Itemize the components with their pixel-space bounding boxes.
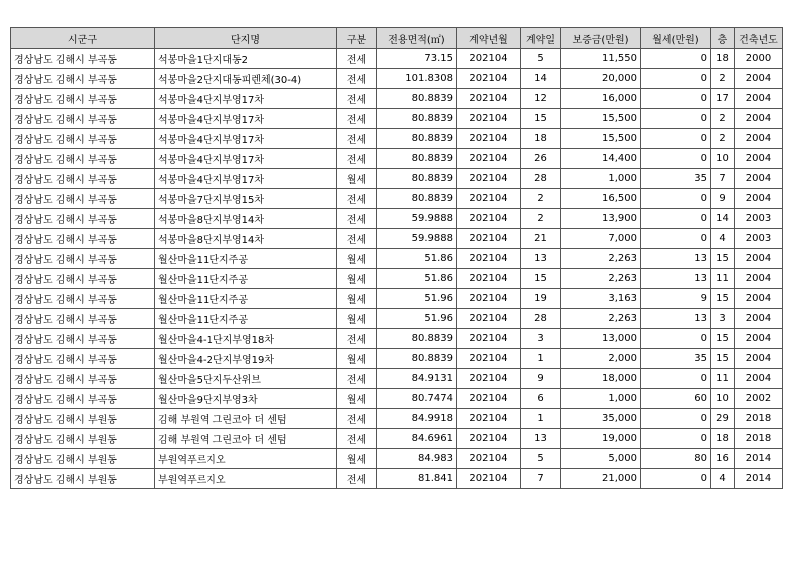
cell-district: 경상남도 김해시 부원동 — [11, 469, 155, 489]
cell-floor: 4 — [711, 229, 735, 249]
cell-contract-type: 전세 — [337, 69, 377, 89]
cell-deposit: 13,900 — [561, 209, 641, 229]
table-body — [11, 49, 783, 489]
table-row — [11, 469, 783, 489]
cell-area: 51.86 — [377, 249, 457, 269]
cell-contract-month: 202104 — [457, 229, 521, 249]
table-row — [11, 169, 783, 189]
cell-build-year: 2003 — [735, 229, 783, 249]
cell-deposit: 20,000 — [561, 69, 641, 89]
header-type: 구분 — [337, 28, 377, 49]
cell-complex-name: 석봉마을4단지부영17차 — [155, 149, 337, 169]
cell-complex-name: 부원역푸르지오 — [155, 449, 337, 469]
cell-district: 경상남도 김해시 부곡동 — [11, 249, 155, 269]
cell-monthly-rent: 0 — [641, 69, 711, 89]
cell-contract-day: 6 — [521, 389, 561, 409]
cell-floor: 18 — [711, 49, 735, 69]
cell-contract-day: 26 — [521, 149, 561, 169]
table-row — [11, 329, 783, 349]
cell-contract-type: 전세 — [337, 329, 377, 349]
cell-deposit: 3,163 — [561, 289, 641, 309]
cell-complex-name: 월산마을11단지주공 — [155, 309, 337, 329]
cell-district: 경상남도 김해시 부원동 — [11, 409, 155, 429]
cell-floor: 15 — [711, 329, 735, 349]
cell-monthly-rent: 60 — [641, 389, 711, 409]
cell-contract-month: 202104 — [457, 449, 521, 469]
cell-contract-day: 2 — [521, 189, 561, 209]
cell-monthly-rent: 0 — [641, 149, 711, 169]
cell-area: 81.841 — [377, 469, 457, 489]
cell-area: 84.983 — [377, 449, 457, 469]
cell-build-year: 2004 — [735, 89, 783, 109]
header-district: 시군구 — [11, 28, 155, 49]
cell-build-year: 2004 — [735, 269, 783, 289]
cell-area: 101.8308 — [377, 69, 457, 89]
cell-monthly-rent: 0 — [641, 209, 711, 229]
cell-monthly-rent: 0 — [641, 409, 711, 429]
cell-complex-name: 월산마을5단지두산위브 — [155, 369, 337, 389]
cell-area: 80.8839 — [377, 169, 457, 189]
cell-monthly-rent: 0 — [641, 89, 711, 109]
cell-contract-type: 월세 — [337, 349, 377, 369]
cell-contract-day: 28 — [521, 309, 561, 329]
cell-floor: 17 — [711, 89, 735, 109]
cell-contract-month: 202104 — [457, 429, 521, 449]
cell-complex-name: 월산마을9단지부영3차 — [155, 389, 337, 409]
transaction-table — [10, 27, 783, 489]
cell-floor: 2 — [711, 109, 735, 129]
cell-contract-day: 15 — [521, 109, 561, 129]
cell-deposit: 1,000 — [561, 389, 641, 409]
cell-contract-month: 202104 — [457, 129, 521, 149]
cell-area: 80.8839 — [377, 149, 457, 169]
cell-complex-name: 월산마을11단지주공 — [155, 289, 337, 309]
cell-area: 84.9131 — [377, 369, 457, 389]
cell-deposit: 2,263 — [561, 269, 641, 289]
cell-contract-day: 1 — [521, 409, 561, 429]
cell-area: 80.8839 — [377, 129, 457, 149]
cell-district: 경상남도 김해시 부곡동 — [11, 349, 155, 369]
cell-district: 경상남도 김해시 부원동 — [11, 429, 155, 449]
cell-build-year: 2004 — [735, 369, 783, 389]
cell-deposit: 19,000 — [561, 429, 641, 449]
cell-deposit: 16,000 — [561, 89, 641, 109]
cell-contract-day: 18 — [521, 129, 561, 149]
cell-complex-name: 석봉마을2단지대동피렌체(30-4) — [155, 69, 337, 89]
cell-build-year: 2004 — [735, 109, 783, 129]
table-row — [11, 69, 783, 89]
cell-monthly-rent: 0 — [641, 369, 711, 389]
cell-floor: 9 — [711, 189, 735, 209]
cell-build-year: 2004 — [735, 329, 783, 349]
table-row — [11, 189, 783, 209]
cell-monthly-rent: 13 — [641, 269, 711, 289]
cell-district: 경상남도 김해시 부곡동 — [11, 189, 155, 209]
cell-area: 84.9918 — [377, 409, 457, 429]
cell-district: 경상남도 김해시 부곡동 — [11, 329, 155, 349]
cell-floor: 16 — [711, 449, 735, 469]
cell-contract-month: 202104 — [457, 169, 521, 189]
table-row — [11, 229, 783, 249]
cell-deposit: 5,000 — [561, 449, 641, 469]
cell-build-year: 2003 — [735, 209, 783, 229]
cell-area: 73.15 — [377, 49, 457, 69]
cell-floor: 10 — [711, 389, 735, 409]
cell-floor: 3 — [711, 309, 735, 329]
cell-contract-month: 202104 — [457, 249, 521, 269]
cell-floor: 15 — [711, 349, 735, 369]
cell-district: 경상남도 김해시 부곡동 — [11, 129, 155, 149]
cell-deposit: 14,400 — [561, 149, 641, 169]
cell-contract-month: 202104 — [457, 309, 521, 329]
cell-area: 80.8839 — [377, 349, 457, 369]
cell-contract-type: 월세 — [337, 249, 377, 269]
cell-contract-type: 전세 — [337, 229, 377, 249]
cell-complex-name: 석봉마을7단지부영15차 — [155, 189, 337, 209]
cell-contract-day: 13 — [521, 249, 561, 269]
cell-complex-name: 부원역푸르지오 — [155, 469, 337, 489]
cell-contract-type: 전세 — [337, 109, 377, 129]
cell-deposit: 13,000 — [561, 329, 641, 349]
cell-area: 80.8839 — [377, 329, 457, 349]
cell-contract-month: 202104 — [457, 89, 521, 109]
cell-district: 경상남도 김해시 부곡동 — [11, 149, 155, 169]
header-deposit: 보증금(만원) — [561, 28, 641, 49]
table-row — [11, 49, 783, 69]
cell-complex-name: 석봉마을4단지부영17차 — [155, 109, 337, 129]
cell-area: 80.8839 — [377, 109, 457, 129]
cell-build-year: 2004 — [735, 249, 783, 269]
cell-district: 경상남도 김해시 부곡동 — [11, 229, 155, 249]
cell-contract-type: 전세 — [337, 189, 377, 209]
cell-monthly-rent: 0 — [641, 189, 711, 209]
cell-contract-month: 202104 — [457, 389, 521, 409]
cell-deposit: 35,000 — [561, 409, 641, 429]
cell-floor: 11 — [711, 269, 735, 289]
cell-monthly-rent: 0 — [641, 49, 711, 69]
cell-contract-day: 19 — [521, 289, 561, 309]
cell-district: 경상남도 김해시 부곡동 — [11, 369, 155, 389]
cell-contract-type: 전세 — [337, 209, 377, 229]
table-row — [11, 249, 783, 269]
cell-build-year: 2004 — [735, 189, 783, 209]
cell-floor: 15 — [711, 249, 735, 269]
cell-build-year: 2004 — [735, 169, 783, 189]
cell-district: 경상남도 김해시 부곡동 — [11, 109, 155, 129]
cell-district: 경상남도 김해시 부곡동 — [11, 309, 155, 329]
cell-contract-type: 전세 — [337, 149, 377, 169]
cell-contract-month: 202104 — [457, 349, 521, 369]
cell-area: 84.6961 — [377, 429, 457, 449]
table-row — [11, 449, 783, 469]
cell-complex-name: 월산마을4-1단지부영18차 — [155, 329, 337, 349]
table-row — [11, 209, 783, 229]
cell-contract-type: 전세 — [337, 469, 377, 489]
cell-contract-day: 21 — [521, 229, 561, 249]
cell-monthly-rent: 0 — [641, 329, 711, 349]
cell-monthly-rent: 9 — [641, 289, 711, 309]
cell-floor: 15 — [711, 289, 735, 309]
cell-floor: 29 — [711, 409, 735, 429]
cell-district: 경상남도 김해시 부곡동 — [11, 89, 155, 109]
table-row — [11, 129, 783, 149]
cell-contract-type: 전세 — [337, 89, 377, 109]
table-row — [11, 109, 783, 129]
cell-contract-day: 1 — [521, 349, 561, 369]
cell-floor: 4 — [711, 469, 735, 489]
table-row — [11, 149, 783, 169]
cell-contract-type: 전세 — [337, 49, 377, 69]
cell-contract-day: 28 — [521, 169, 561, 189]
cell-floor: 10 — [711, 149, 735, 169]
cell-contract-type: 전세 — [337, 369, 377, 389]
cell-contract-month: 202104 — [457, 69, 521, 89]
cell-build-year: 2002 — [735, 389, 783, 409]
cell-complex-name: 월산마을11단지주공 — [155, 269, 337, 289]
cell-contract-type: 월세 — [337, 449, 377, 469]
cell-complex-name: 김해 부원역 그린코아 더 센텀 — [155, 409, 337, 429]
cell-floor: 18 — [711, 429, 735, 449]
cell-build-year: 2004 — [735, 129, 783, 149]
cell-contract-month: 202104 — [457, 149, 521, 169]
cell-complex-name: 월산마을4-2단지부영19차 — [155, 349, 337, 369]
cell-monthly-rent: 80 — [641, 449, 711, 469]
cell-monthly-rent: 13 — [641, 309, 711, 329]
cell-contract-month: 202104 — [457, 409, 521, 429]
header-complex: 단지명 — [155, 28, 337, 49]
cell-contract-type: 월세 — [337, 269, 377, 289]
table-row — [11, 369, 783, 389]
cell-contract-month: 202104 — [457, 289, 521, 309]
cell-contract-day: 5 — [521, 449, 561, 469]
cell-district: 경상남도 김해시 부곡동 — [11, 49, 155, 69]
cell-contract-month: 202104 — [457, 329, 521, 349]
cell-floor: 11 — [711, 369, 735, 389]
cell-monthly-rent: 0 — [641, 129, 711, 149]
cell-build-year: 2004 — [735, 149, 783, 169]
cell-deposit: 21,000 — [561, 469, 641, 489]
cell-monthly-rent: 0 — [641, 229, 711, 249]
cell-contract-day: 12 — [521, 89, 561, 109]
cell-floor: 2 — [711, 129, 735, 149]
table-row — [11, 289, 783, 309]
cell-deposit: 7,000 — [561, 229, 641, 249]
cell-build-year: 2018 — [735, 409, 783, 429]
cell-contract-month: 202104 — [457, 189, 521, 209]
cell-contract-day: 3 — [521, 329, 561, 349]
cell-build-year: 2004 — [735, 289, 783, 309]
header-area: 전용면적(㎡) — [377, 28, 457, 49]
cell-build-year: 2014 — [735, 469, 783, 489]
cell-area: 80.7474 — [377, 389, 457, 409]
cell-contract-type: 월세 — [337, 309, 377, 329]
cell-deposit: 18,000 — [561, 369, 641, 389]
table-row — [11, 349, 783, 369]
header-row — [11, 28, 783, 49]
cell-deposit: 15,500 — [561, 129, 641, 149]
cell-contract-month: 202104 — [457, 469, 521, 489]
cell-complex-name: 월산마을11단지주공 — [155, 249, 337, 269]
header-contract-day: 계약일 — [521, 28, 561, 49]
table-row — [11, 89, 783, 109]
table-row — [11, 409, 783, 429]
cell-contract-type: 전세 — [337, 429, 377, 449]
cell-deposit: 2,263 — [561, 249, 641, 269]
cell-build-year: 2004 — [735, 349, 783, 369]
header-monthly-rent: 월세(만원) — [641, 28, 711, 49]
cell-build-year: 2014 — [735, 449, 783, 469]
cell-contract-day: 7 — [521, 469, 561, 489]
cell-deposit: 1,000 — [561, 169, 641, 189]
cell-deposit: 11,550 — [561, 49, 641, 69]
cell-district: 경상남도 김해시 부곡동 — [11, 389, 155, 409]
header-contract-month: 계약년월 — [457, 28, 521, 49]
cell-floor: 2 — [711, 69, 735, 89]
table-row — [11, 309, 783, 329]
cell-contract-month: 202104 — [457, 269, 521, 289]
cell-complex-name: 김해 부원역 그린코아 더 센텀 — [155, 429, 337, 449]
cell-contract-month: 202104 — [457, 209, 521, 229]
cell-complex-name: 석봉마을8단지부영14차 — [155, 209, 337, 229]
cell-area: 59.9888 — [377, 209, 457, 229]
cell-area: 59.9888 — [377, 229, 457, 249]
cell-area: 80.8839 — [377, 189, 457, 209]
cell-district: 경상남도 김해시 부원동 — [11, 449, 155, 469]
cell-build-year: 2004 — [735, 69, 783, 89]
cell-contract-type: 전세 — [337, 409, 377, 429]
cell-build-year: 2000 — [735, 49, 783, 69]
cell-district: 경상남도 김해시 부곡동 — [11, 69, 155, 89]
cell-area: 51.96 — [377, 289, 457, 309]
table-row — [11, 429, 783, 449]
cell-complex-name: 석봉마을4단지부영17차 — [155, 129, 337, 149]
cell-contract-day: 2 — [521, 209, 561, 229]
cell-contract-month: 202104 — [457, 369, 521, 389]
cell-contract-type: 월세 — [337, 389, 377, 409]
cell-deposit: 2,000 — [561, 349, 641, 369]
cell-monthly-rent: 13 — [641, 249, 711, 269]
cell-deposit: 2,263 — [561, 309, 641, 329]
cell-contract-type: 전세 — [337, 129, 377, 149]
cell-district: 경상남도 김해시 부곡동 — [11, 209, 155, 229]
table-row — [11, 269, 783, 289]
cell-deposit: 15,500 — [561, 109, 641, 129]
cell-complex-name: 석봉마을1단지대동2 — [155, 49, 337, 69]
cell-contract-day: 9 — [521, 369, 561, 389]
cell-contract-type: 월세 — [337, 289, 377, 309]
cell-district: 경상남도 김해시 부곡동 — [11, 169, 155, 189]
cell-district: 경상남도 김해시 부곡동 — [11, 269, 155, 289]
cell-monthly-rent: 35 — [641, 169, 711, 189]
cell-complex-name: 석봉마을4단지부영17차 — [155, 89, 337, 109]
header-floor: 층 — [711, 28, 735, 49]
cell-district: 경상남도 김해시 부곡동 — [11, 289, 155, 309]
header-build-year: 건축년도 — [735, 28, 783, 49]
table-row — [11, 389, 783, 409]
cell-floor: 7 — [711, 169, 735, 189]
cell-floor: 14 — [711, 209, 735, 229]
cell-contract-day: 5 — [521, 49, 561, 69]
cell-build-year: 2004 — [735, 309, 783, 329]
cell-contract-day: 15 — [521, 269, 561, 289]
cell-monthly-rent: 35 — [641, 349, 711, 369]
cell-area: 80.8839 — [377, 89, 457, 109]
cell-contract-type: 월세 — [337, 169, 377, 189]
cell-monthly-rent: 0 — [641, 469, 711, 489]
cell-complex-name: 석봉마을4단지부영17차 — [155, 169, 337, 189]
cell-contract-month: 202104 — [457, 49, 521, 69]
cell-complex-name: 석봉마을8단지부영14차 — [155, 229, 337, 249]
cell-contract-day: 14 — [521, 69, 561, 89]
cell-contract-day: 13 — [521, 429, 561, 449]
cell-area: 51.86 — [377, 269, 457, 289]
cell-monthly-rent: 0 — [641, 429, 711, 449]
cell-build-year: 2018 — [735, 429, 783, 449]
cell-area: 51.96 — [377, 309, 457, 329]
cell-deposit: 16,500 — [561, 189, 641, 209]
cell-monthly-rent: 0 — [641, 109, 711, 129]
cell-contract-month: 202104 — [457, 109, 521, 129]
